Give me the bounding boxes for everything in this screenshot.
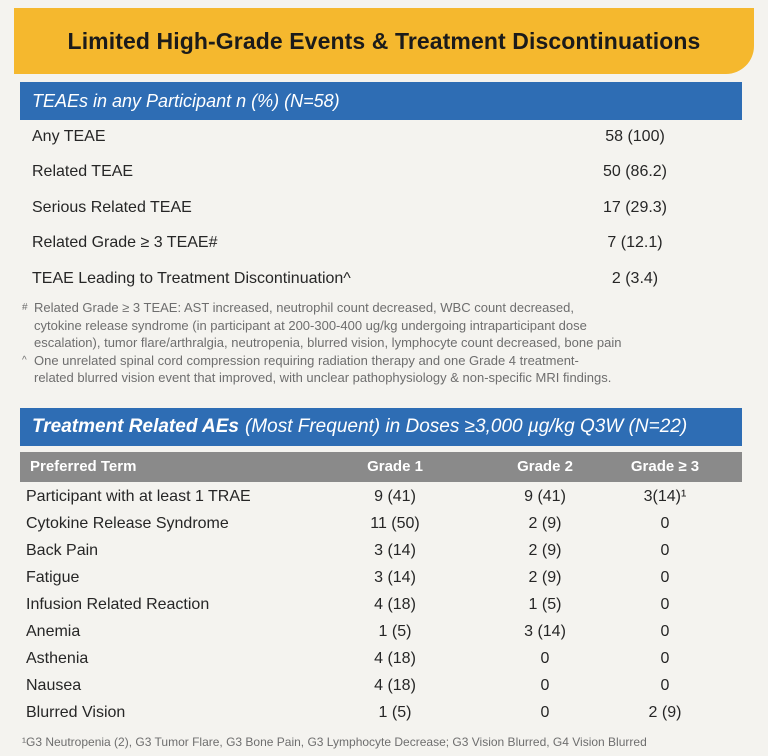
table-cell-grade3plus: 0 [660,596,670,613]
footnote-text: One unrelated spinal cord compression requiring radiation therapy and one Grade 4 treatment- [34,352,579,368]
footnote-line: related blurred vision event that improved, with unclear pathophysiology & non-specific MRI findings. [34,370,612,385]
table-cell-grade1: 4 (18) [374,677,416,694]
table-row [20,539,742,566]
table-cell-term: Infusion Related Reaction [26,596,210,613]
table-cell-grade3plus: 0 [660,650,670,667]
table-cell-grade1: 3 (14) [374,542,416,559]
trae-table-header [20,452,742,482]
table-cell-term: Fatigue [26,569,80,586]
teae-row-value: 7 (12.1) [607,234,663,251]
footnote-line [22,352,757,370]
teae-row-label: TEAE Leading to Treatment Discontinuation^ [32,270,351,287]
table-cell-grade2: 1 (5) [528,596,562,613]
page-title: Limited High-Grade Events & Treatment Discontinuations [67,27,701,54]
table-cell-term: Blurred Vision [26,704,126,721]
table-cell-grade3plus: 0 [660,515,670,532]
table-cell-grade2: 2 (9) [528,515,562,532]
table-cell-term: Participant with at least 1 TRAE [26,488,251,505]
table-cell-grade3plus: 0 [660,677,670,694]
table-cell-term: Asthenia [26,650,89,667]
teae-row [32,266,732,296]
footnote-line: escalation), tumor flare/arthralgia, neutropenia, blurred vision, lymphocyte count decreased, bone pain [34,335,622,350]
table-row [20,620,742,647]
trae-section-title: Treatment Related AEs [32,416,239,437]
teae-section-header [20,82,742,120]
teae-row [32,230,732,260]
teae-row [32,124,732,154]
column-header: Grade 2 [517,458,573,475]
teae-row [32,159,732,189]
table-row [20,647,742,674]
table-cell-grade2: 2 (9) [528,542,562,559]
teae-row-label: Any TEAE [32,128,106,145]
table-row [20,593,742,620]
teae-row-label: Serious Related TEAE [32,199,192,216]
table-cell-grade3plus: 0 [660,623,670,640]
table-cell-grade2: 0 [540,704,550,721]
column-header: Grade ≥ 3 [630,458,700,475]
footnote-caret-mark: ^ [22,354,27,366]
table-cell-grade1: 1 (5) [378,704,412,721]
teae-row-value: 50 (86.2) [602,163,668,180]
teae-section-title: TEAEs in any Participant n (%) (N=58) [32,90,340,111]
table-cell-grade3plus: 3(14)¹ [643,488,687,505]
teae-row-label: Related TEAE [32,163,134,180]
footnote-line [22,299,757,317]
table-cell-grade1: 1 (5) [378,623,412,640]
column-header: Preferred Term [30,458,137,475]
teae-row-label: Related Grade ≥ 3 TEAE# [32,234,218,251]
trae-footnote: ¹G3 Neutropenia (2), G3 Tumor Flare, G3 Bone Pain, G3 Lymphocyte Decrease; G3 Vision Blurred, G4 Vision Blurred [22,735,647,749]
table-cell-grade2: 3 (14) [524,623,566,640]
table-cell-term: Back Pain [26,542,99,559]
teae-row [32,195,732,225]
table-cell-grade2: 2 (9) [528,569,562,586]
footnote-hash-mark: # [22,302,28,313]
teae-row-value: 58 (100) [605,128,665,145]
column-header: Grade 1 [367,458,423,475]
teae-row-value: 2 (3.4) [611,270,659,287]
table-cell-grade1: 4 (18) [374,650,416,667]
table-cell-grade3plus: 0 [660,542,670,559]
table-row [20,485,742,512]
table-cell-grade2: 9 (41) [524,488,566,505]
table-cell-grade1: 4 (18) [374,596,416,613]
table-row [20,701,742,728]
table-row [20,512,742,539]
footnote-text: Related Grade ≥ 3 TEAE: AST increased, neutrophil count decreased, WBC count decreased, [34,300,574,315]
table-cell-grade1: 3 (14) [374,569,416,586]
table-cell-grade2: 0 [540,677,550,694]
table-cell-grade3plus: 0 [660,569,670,586]
table-cell-grade1: 9 (41) [374,488,416,505]
table-cell-grade2: 0 [540,650,550,667]
table-cell-term: Anemia [26,623,81,640]
footnote-line: cytokine release syndrome (in participant at 200-300-400 ug/kg undergoing intraparticipant dose [34,317,587,333]
table-cell-grade3plus: 2 (9) [648,704,682,721]
teae-footnotes [22,299,757,387]
table-cell-term: Cytokine Release Syndrome [26,515,229,532]
teae-row-value: 17 (29.3) [602,199,668,216]
trae-section-header [20,408,742,446]
title-banner [14,8,754,74]
table-row [20,674,742,701]
trae-section-subtitle: (Most Frequent) in Doses ≥3,000 µg/kg Q3W (N=22) [244,416,688,437]
table-cell-term: Nausea [26,677,82,694]
table-cell-grade1: 11 (50) [370,515,420,532]
table-row [20,566,742,593]
